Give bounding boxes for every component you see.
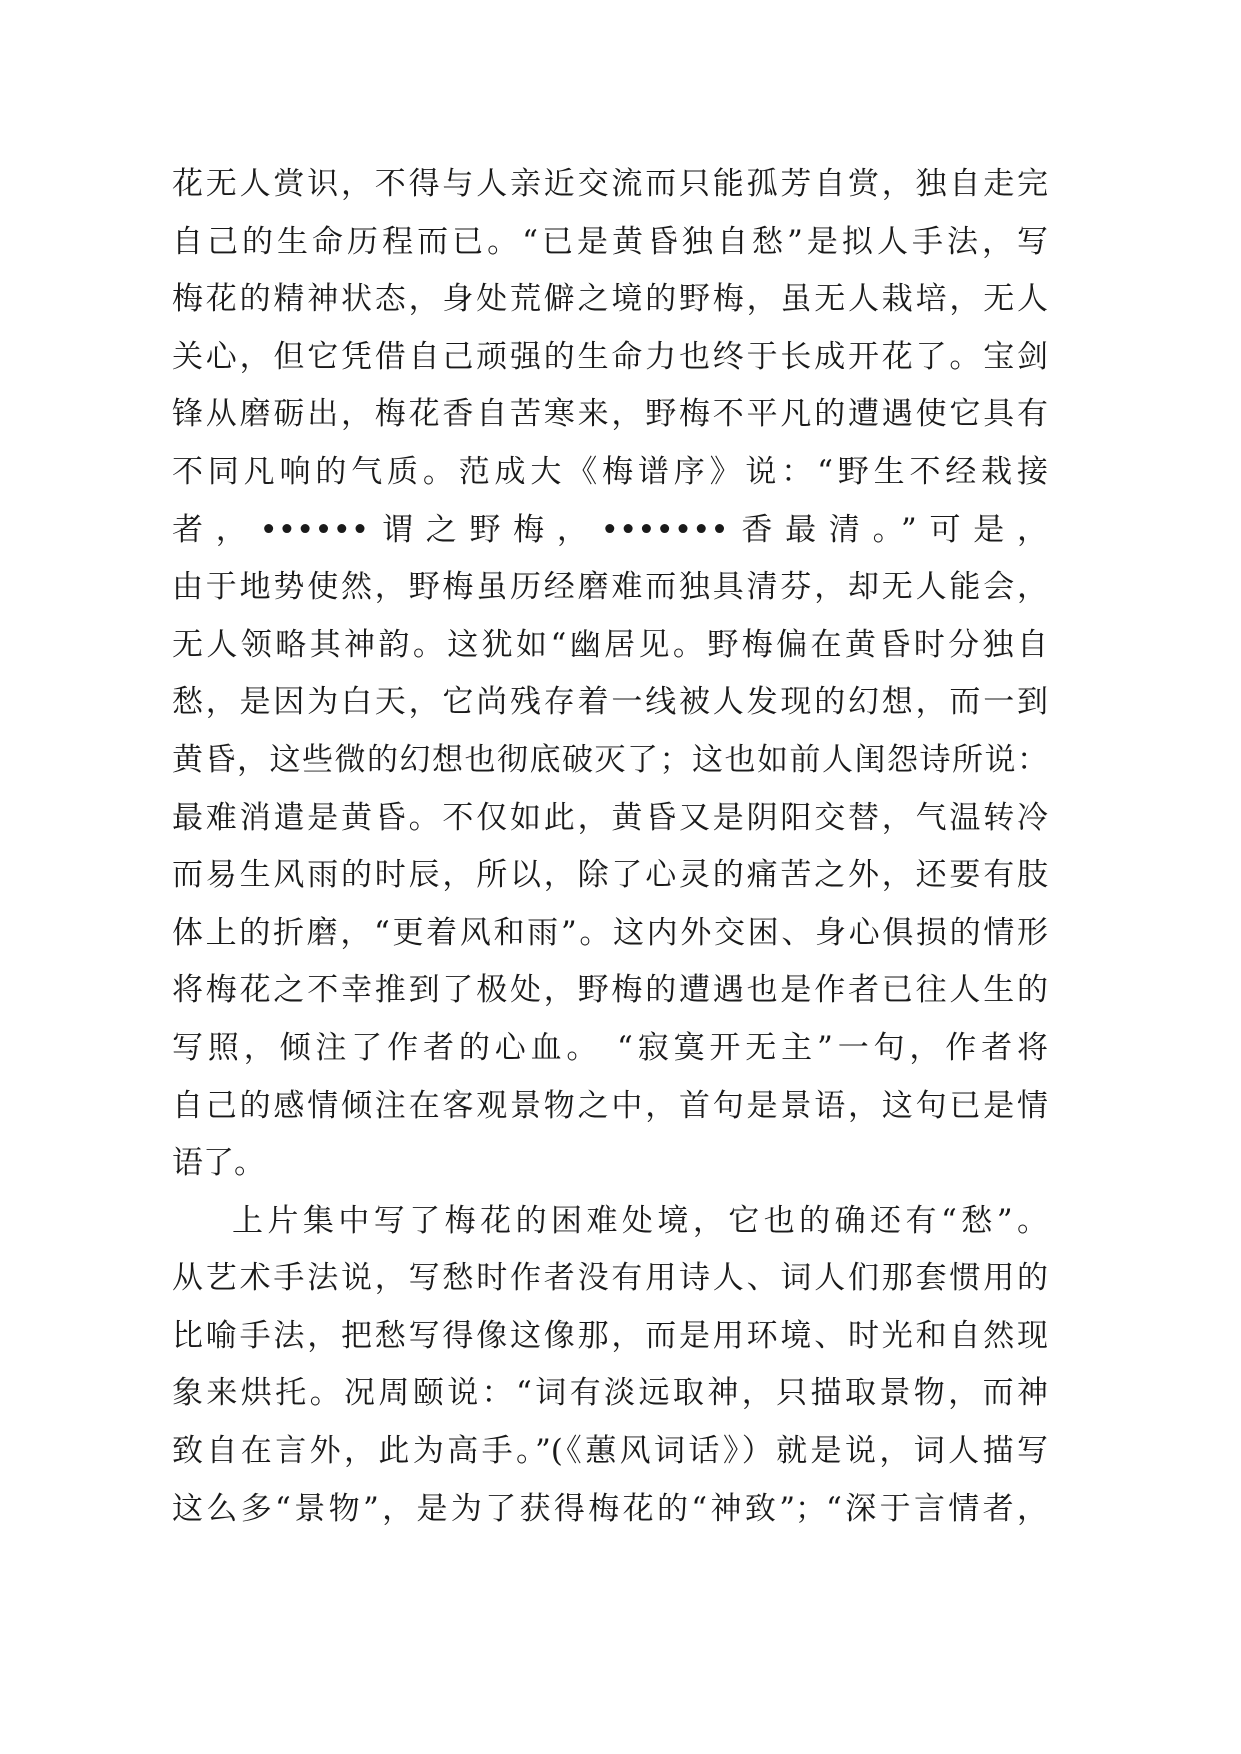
text-line: 这么多“景物”，是为了获得梅花的“神致”；“深于言情者， xyxy=(172,1490,1048,1527)
text-line: 写照，倾注了作者的心血。 “寂寞开无主”一句，作者将 xyxy=(172,1029,1048,1066)
body-text xyxy=(172,156,1048,1538)
text-line: 愁，是因为白天，它尚残存着一线被人发现的幻想，而一到 xyxy=(172,684,1048,721)
text-line: 无人领略其神韵。这犹如“幽居见。野梅偏在黄昏时分独自 xyxy=(172,626,1048,663)
text-line: 梅花的精神状态，身处荒僻之境的野梅，虽无人栽培，无人 xyxy=(172,281,1048,318)
text-line: 锋从磨砺出，梅花香自苦寒来，野梅不平凡的遭遇使它具有 xyxy=(172,396,1048,433)
text-line: 从艺术手法说，写愁时作者没有用诗人、词人们那套惯用的 xyxy=(172,1260,1048,1297)
text-line: 自己的感情倾注在客观景物之中，首句是景语，这句已是情 xyxy=(172,1087,1048,1124)
text-line: 致自在言外，此为高手。”(《蕙风词话》）就是说，词人描写 xyxy=(172,1433,1048,1470)
text-line: 象来烘托。况周颐说：“词有淡远取神，只描取景物，而神 xyxy=(172,1375,1048,1412)
paragraph-1 xyxy=(172,156,1048,1193)
text-line: 不同凡响的气质。范成大《梅谱序》说：“野生不经栽接 xyxy=(172,453,1048,490)
text-line: 体上的折磨，“更着风和雨”。这内外交困、身心俱损的情形 xyxy=(172,914,1048,951)
text-line: 上片集中写了梅花的困难处境，它也的确还有“愁”。 xyxy=(232,1202,1048,1239)
text-line: 比喻手法，把愁写得像这像那，而是用环境、时光和自然现 xyxy=(172,1317,1048,1354)
text-line: 由于地势使然，野梅虽历经磨难而独具清芬，却无人能会， xyxy=(172,569,1048,606)
text-line: 最难消遣是黄昏。不仅如此，黄昏又是阴阳交替，气温转冷 xyxy=(172,799,1048,836)
text-line: 而易生风雨的时辰，所以，除了心灵的痛苦之外，还要有肢 xyxy=(172,857,1048,894)
text-line: 关心，但它凭借自己顽强的生命力也终于长成开花了。宝剑 xyxy=(172,338,1048,375)
text-line: 者，••••••谓之野梅，•••••••香最清。”可是， xyxy=(172,511,1048,548)
text-line: 花无人赏识，不得与人亲近交流而只能孤芳自赏，独自走完 xyxy=(172,166,1048,202)
text-line: 将梅花之不幸推到了极处，野梅的遭遇也是作者已往人生的 xyxy=(172,972,1048,1009)
paragraph-2 xyxy=(172,1193,1048,1539)
text-line: 语了。 xyxy=(172,1145,265,1182)
text-line: 自己的生命历程而已。“已是黄昏独自愁”是拟人手法，写 xyxy=(172,223,1048,260)
text-line: 黄昏，这些微的幻想也彻底破灭了；这也如前人闺怨诗所说： xyxy=(172,741,1048,778)
